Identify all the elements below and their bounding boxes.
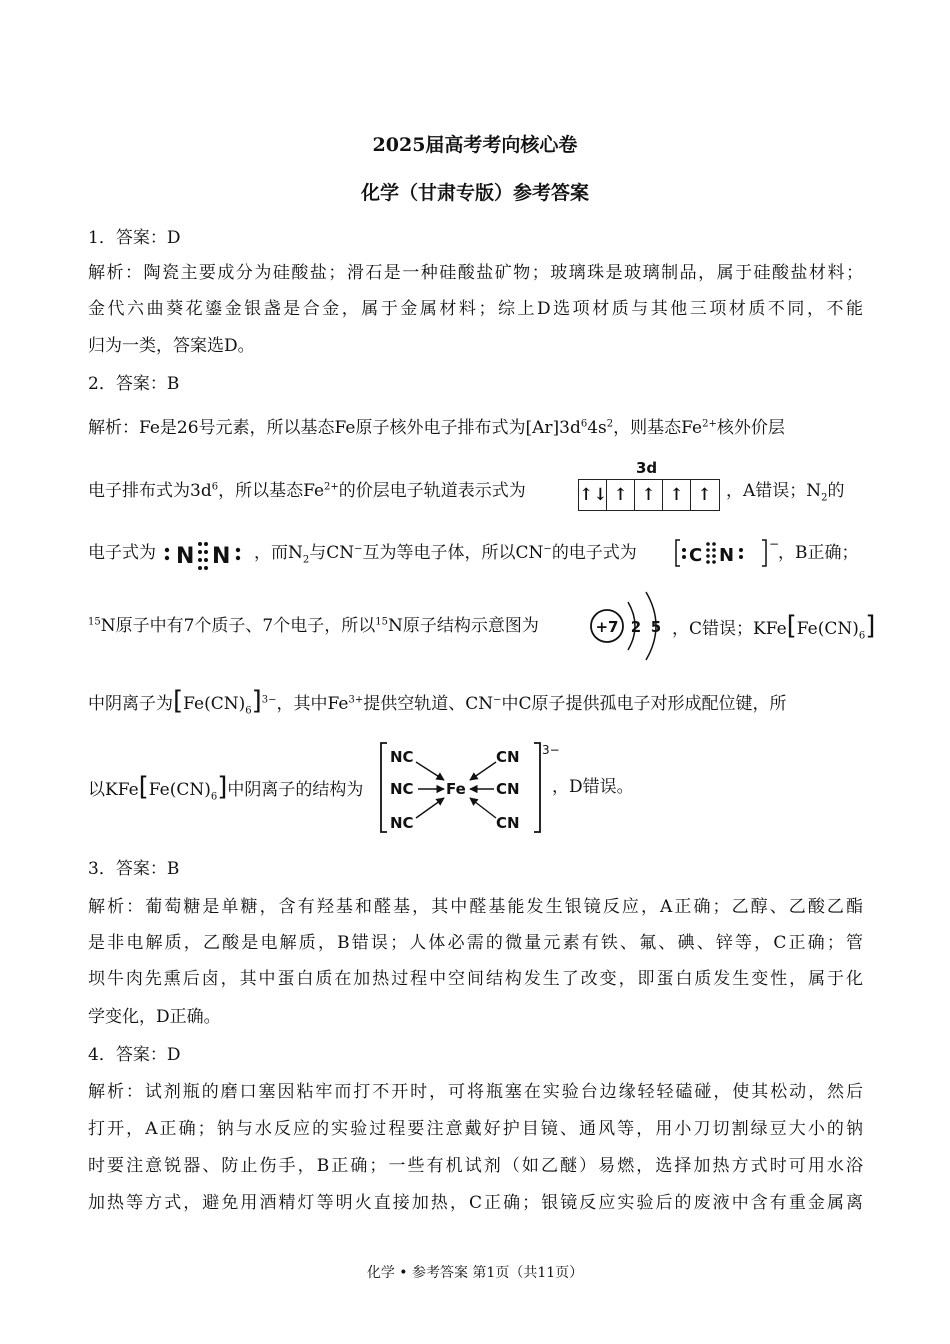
q2-line2-start: 电子排布式为$3d^6$，所以基态$Fe^{2+}$的价层电子轨道表示式为 — [88, 481, 526, 501]
svg-text:−: − — [769, 537, 780, 551]
q3-line1: 解析：葡萄糖是单糖，含有羟基和醛基，其中醛基能发生银镜反应，A正确；乙醇、乙酸乙酯 — [88, 897, 863, 917]
cn-electron-formula — [674, 536, 780, 570]
q4-line1: 解析：试剂瓶的磨口塞因粘牢而打不开时，可将瓶塞在实验台边缘轻轻磕碰，使其松动，然后 — [88, 1082, 863, 1102]
q4-line3: 时要注意锐器、防止伤手，B正确；一些有机试剂（如乙醚）易燃，选择加热方式时可用水浴 — [88, 1156, 863, 1176]
q3-answer: 3．答案：B — [88, 859, 180, 879]
q1-answer: 1．答案：D — [88, 228, 181, 248]
q3-line4: 学变化，D正确。 — [88, 1007, 221, 1027]
q2-line4-end: ，C错误；$KFe[Fe(CN)_6]$ — [672, 611, 876, 642]
complex-charge: 3− — [542, 743, 560, 757]
fe-cn6-complex-structure — [378, 740, 560, 836]
svg-text:CN: CN — [496, 780, 520, 798]
shell1-electrons: 2 — [630, 618, 642, 636]
q2-line2-end: ，A错误；$N_2$的 — [726, 481, 845, 504]
svg-text:CN: CN — [496, 748, 520, 766]
q2-line6-start: 以$KFe[Fe(CN)_6]$中阴离子的结构为 — [88, 772, 364, 803]
q3-line3: 坝牛肉先熏后卤，其中蛋白质在加热过程中空间结构发生了改变，即蛋白质发生变性，属于化 — [88, 969, 863, 989]
svg-text:N: N — [176, 544, 195, 569]
orbital-box-3: ↑ — [635, 480, 663, 510]
shell2-electrons: 5 — [650, 618, 662, 636]
q1-line2: 金代六曲葵花鎏金银盏是合金，属于金属材料；综上D选项材质与其他三项材质不同，不能 — [88, 299, 863, 319]
orbital-label: 3d — [636, 459, 658, 477]
q2-line3-end: ，B正确； — [778, 543, 859, 563]
svg-text:N: N — [719, 545, 735, 566]
q4-line2: 打开，A正确；钠与水反应的实验过程要注意戴好护目镜、通风等，用小刀切割绿豆大小的钠 — [88, 1119, 863, 1139]
svg-text:NC: NC — [390, 814, 414, 832]
orbital-box-4: ↑ — [663, 480, 691, 510]
nucleus-charge: +7 — [595, 618, 619, 636]
q3-line2: 是非电解质，乙酸是电解质，B错误；人体必需的微量元素有铁、氟、碘、锌等，C正确；管 — [88, 933, 863, 953]
q2-answer: 2．答案：B — [88, 374, 180, 394]
page-subtitle: 化学（甘肃专版）参考答案 — [360, 182, 589, 204]
orbital-diagram — [578, 479, 720, 511]
q1-line1: 解析：陶瓷主要成分为硅酸盐；滑石是一种硅酸盐矿物；玻璃珠是玻璃制品，属于硅酸盐材料； — [88, 263, 863, 283]
q2-line1: 解析：Fe是26号元素，所以基态Fe原子核外电子排布式为$[Ar]3d^64s^2$，则基态$Fe^{2+}$核外价层 — [88, 418, 785, 438]
n2-electron-formula — [162, 536, 252, 570]
svg-text:N: N — [212, 544, 231, 569]
orbital-box-2: ↑ — [607, 480, 635, 510]
q4-answer: 4．答案：D — [88, 1045, 181, 1065]
svg-text:Fe: Fe — [446, 780, 466, 798]
q1-line3: 归为一类，答案选D。 — [88, 336, 255, 356]
q4-line4: 加热等方式，避免用酒精灯等明火直接加热，C正确；银镜反应实验后的废液中含有重金属离 — [88, 1193, 863, 1213]
page-footer: 化学 • 参考答案 第1页（共11页） — [366, 1265, 584, 1281]
orbital-box-5: ↑ — [697, 485, 712, 505]
svg-text:NC: NC — [390, 748, 414, 766]
svg-text:C: C — [689, 545, 703, 566]
svg-text:CN: CN — [496, 814, 520, 832]
svg-text:NC: NC — [390, 780, 414, 798]
q2-line4-start: $^{15}$N原子中有7个质子、7个电子，所以$^{15}$N原子结构示意图为 — [88, 616, 539, 636]
page-title: 2025届高考考向核心卷 — [372, 134, 578, 156]
q2-line5: 中阴离子为$[Fe(CN)_6]^{3-}$，其中$Fe^{3+}$提供空轨道、CN−中C原子提供孤电子对形成配位键，所 — [88, 686, 787, 717]
q2-line3-mid: ，而$N_2$与CN−互为等电子体，所以CN−的电子式为 — [254, 543, 637, 566]
orbital-box-1: ↑↓ — [579, 480, 607, 510]
q2-line6-end: ，D错误。 — [552, 777, 634, 797]
q2-line3-start: 电子式为 — [88, 543, 156, 563]
n15-atomic-structure — [588, 588, 672, 666]
